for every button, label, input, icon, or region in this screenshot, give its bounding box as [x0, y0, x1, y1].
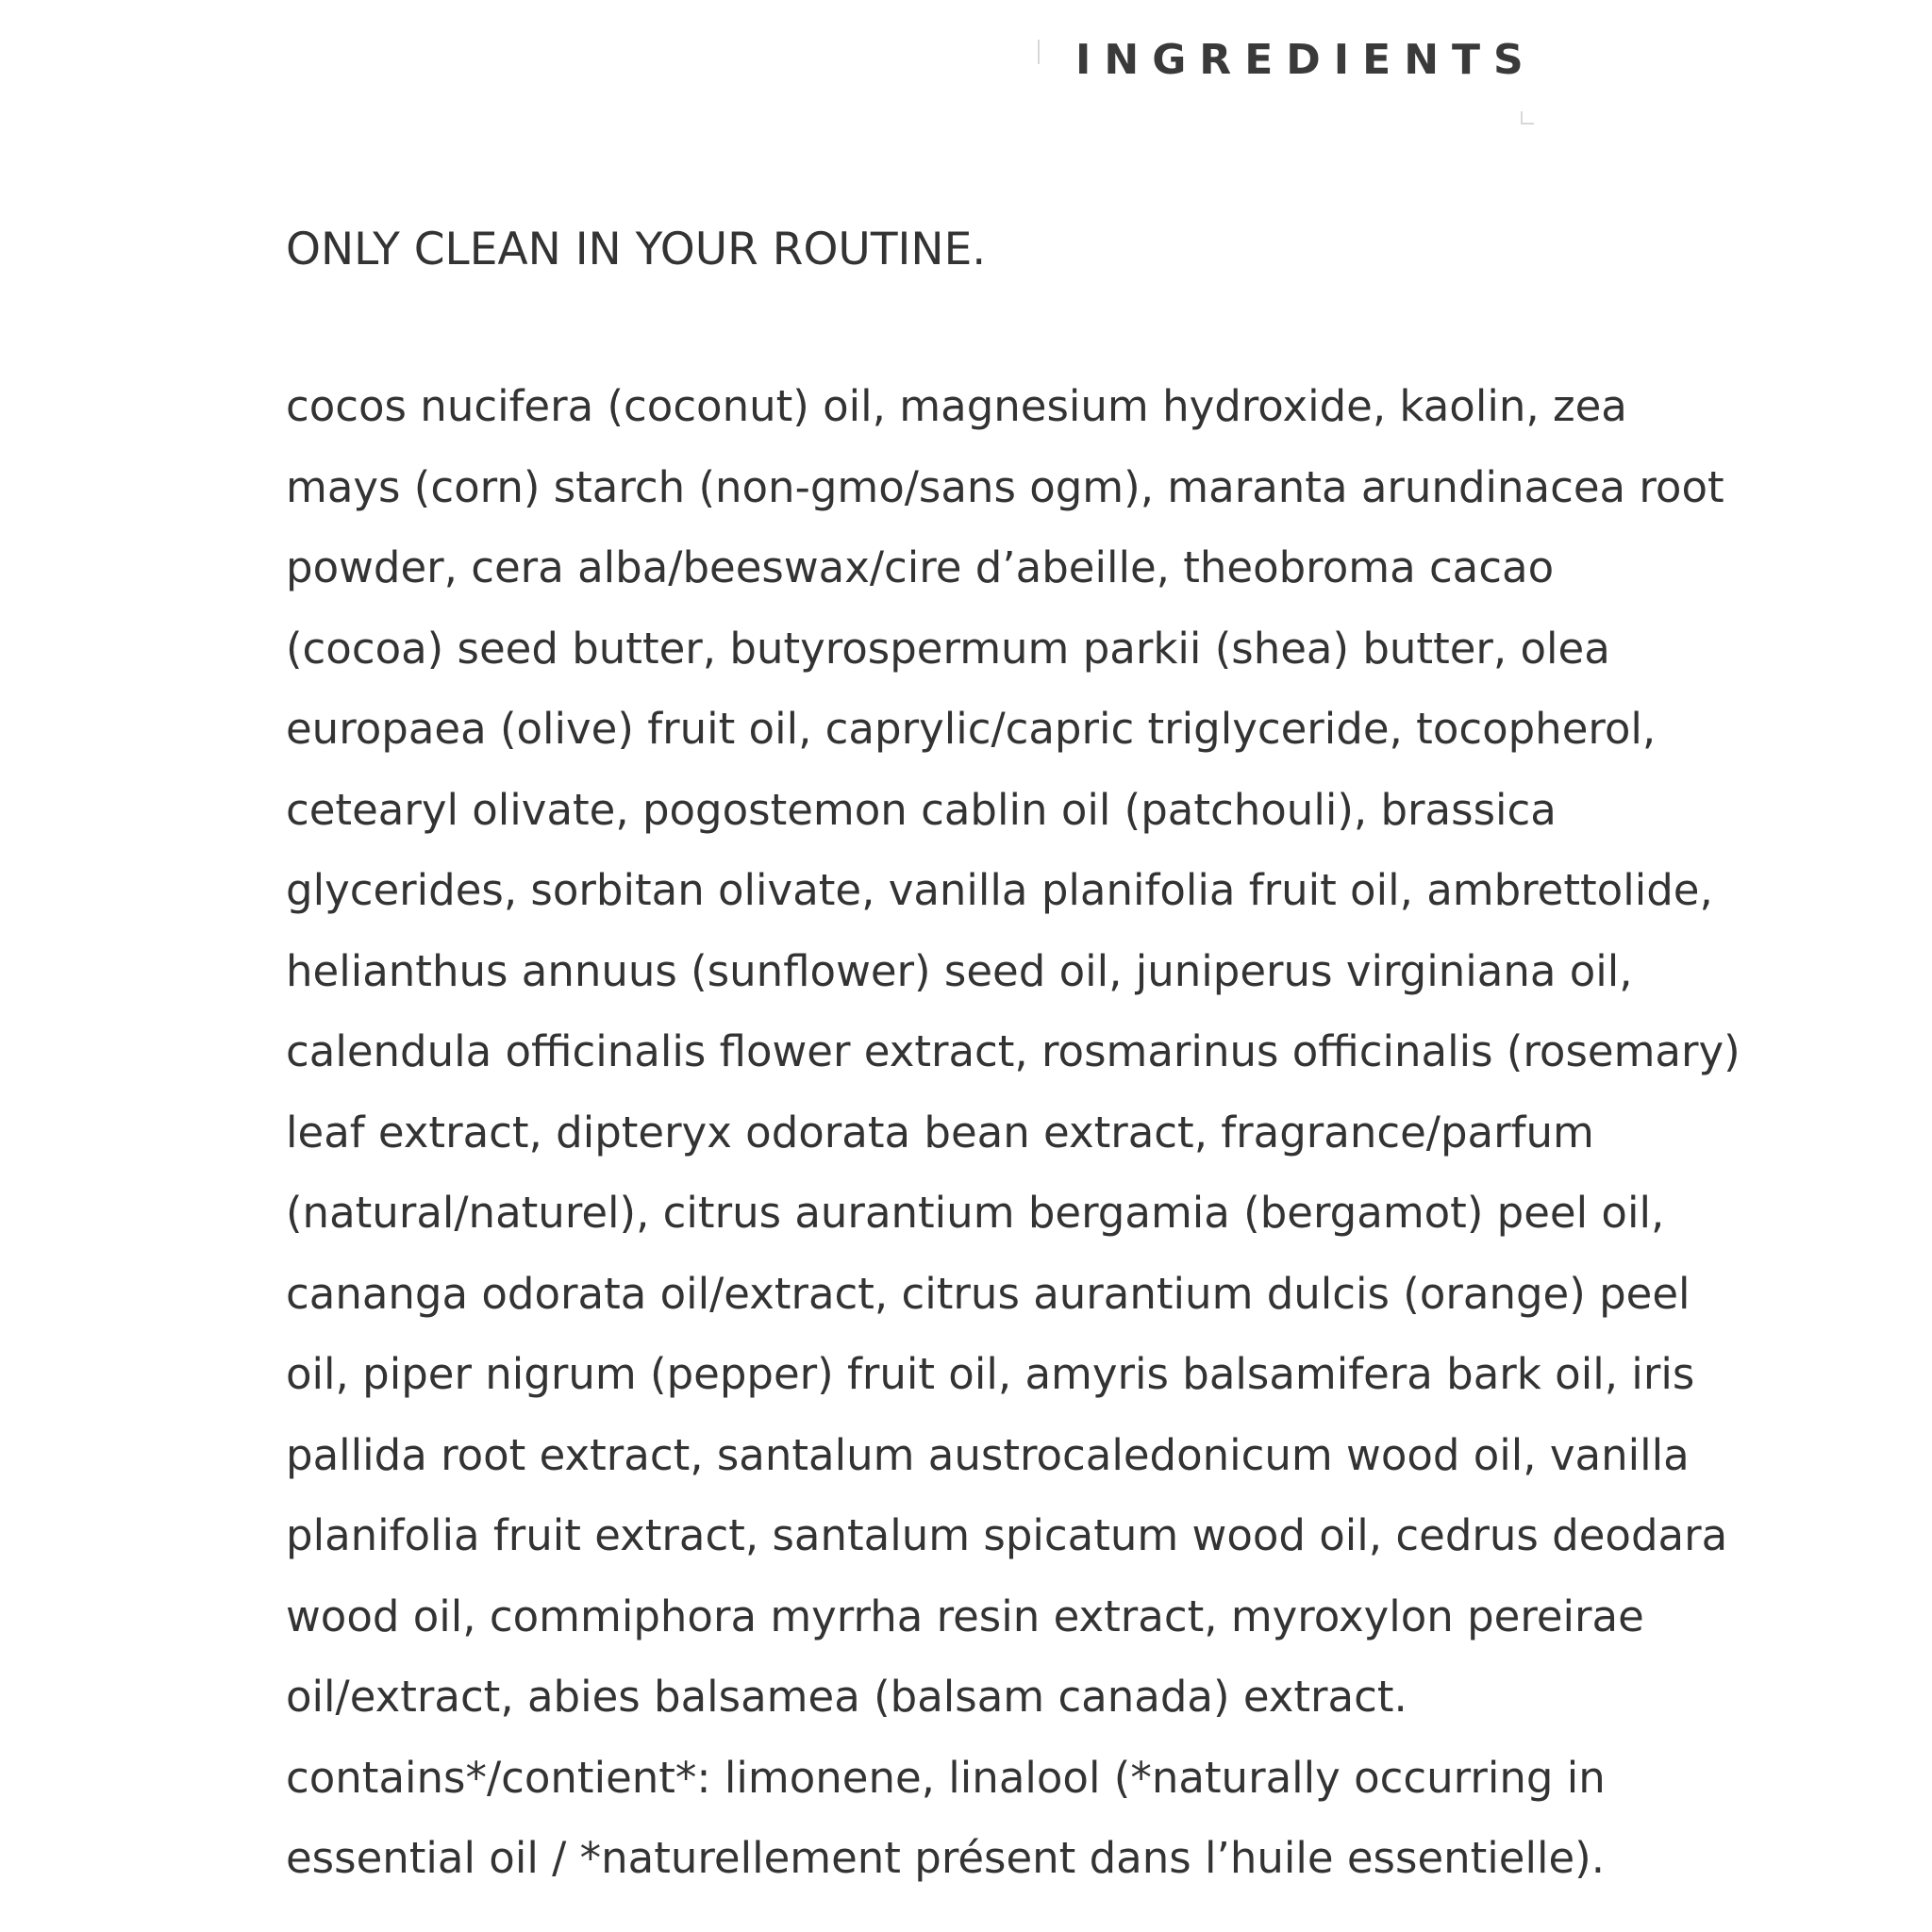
ingredients-list [286, 366, 1740, 1899]
ingredient-line: contains*/contient*: limonene, linalool (*naturally occurring in [286, 1752, 1606, 1803]
ingredients-panel [286, 217, 1740, 1899]
ingredient-line: europaea (olive) fruit oil, caprylic/capric triglyceride, tocopherol, [286, 704, 1657, 754]
ingredient-line: cananga odorata oil/extract, citrus aurantium dulcis (orange) peel [286, 1268, 1690, 1319]
ingredient-line: essential oil / *naturellement présent dans l’huile essentielle). [286, 1833, 1606, 1883]
tab-corner-mark [1521, 111, 1534, 125]
ingredient-line: mays (corn) starch (non-gmo/sans ogm), maranta arundinacea root [286, 461, 1724, 512]
ingredient-line: planifolia fruit extract, santalum spicatum wood oil, cedrus deodara [286, 1510, 1728, 1560]
tab-title[interactable]: INGREDIENTS [1075, 36, 1537, 84]
ingredient-line: (cocoa) seed butter, butyrospermum parkii (shea) butter, olea [286, 623, 1610, 674]
ingredient-line: powder, cera alba/beeswax/cire d’abeille, theobroma cacao [286, 542, 1555, 592]
ingredient-line: oil/extract, abies balsamea (balsam canada) extract. [286, 1672, 1407, 1722]
ingredient-line: leaf extract, dipteryx odorata bean extract, fragrance/parfum [286, 1107, 1594, 1158]
ingredient-line: helianthus annuus (sunflower) seed oil, juniperus virginiana oil, [286, 945, 1633, 996]
tab-divider [1038, 40, 1040, 64]
ingredient-line: calendula officinalis flower extract, rosmarinus officinalis (rosemary) [286, 1026, 1740, 1076]
ingredient-line: cetearyl olivate, pogostemon cablin oil (patchouli), brassica [286, 784, 1557, 835]
ingredient-line: wood oil, commiphora myrrha resin extract, myroxylon pereirae [286, 1591, 1644, 1641]
section-tagline: ONLY CLEAN IN YOUR ROUTINE. [286, 224, 987, 275]
ingredient-line: oil, piper nigrum (pepper) fruit oil, amyris balsamifera bark oil, iris [286, 1349, 1695, 1399]
ingredient-line: cocos nucifera (coconut) oil, magnesium hydroxide, kaolin, zea [286, 381, 1627, 431]
ingredient-line: (natural/naturel), citrus aurantium bergamia (bergamot) peel oil, [286, 1188, 1665, 1238]
ingredients-tab[interactable] [1038, 34, 1604, 128]
ingredient-line: glycerides, sorbitan olivate, vanilla planifolia fruit oil, ambrettolide, [286, 865, 1713, 915]
ingredient-line: pallida root extract, santalum austrocaledonicum wood oil, vanilla [286, 1429, 1690, 1480]
